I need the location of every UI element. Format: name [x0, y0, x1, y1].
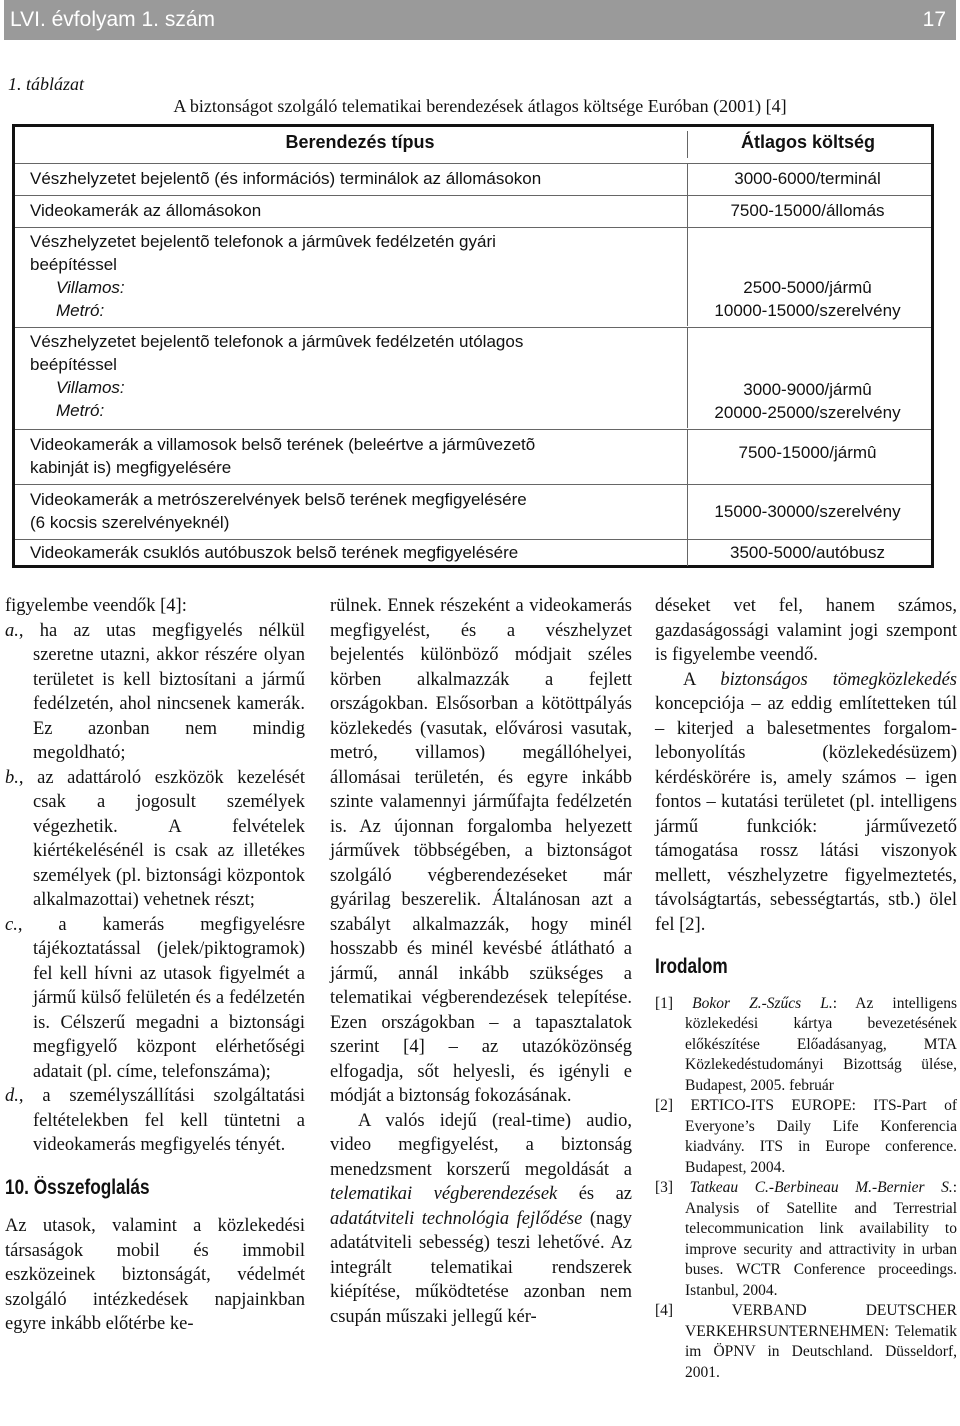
row-cost: 3000-6000/terminál	[687, 164, 927, 195]
desc-line: beépítéssel	[30, 255, 117, 274]
ref-text: ERTICO-ITS EUROPE: ITS-Part of Everyone’s Daily Life Konferencia kiadvány. ITS in Europe conference. Budapest, 2004.	[685, 1097, 957, 1176]
desc-line: Videokamerák a metrószerelvények belsõ terének megfigyelésére	[30, 490, 527, 509]
item-label: d.	[5, 1086, 19, 1106]
reference-item	[655, 1301, 957, 1383]
table-row	[15, 227, 931, 326]
row-desc: Videokamerák csuklós autóbuszok belsõ terének megfigyelésére	[30, 543, 519, 562]
cost-line: 10000-15000/szerelvény	[714, 301, 901, 320]
desc-line: kabinját is) megfigyelésére	[30, 458, 232, 477]
row-cost	[687, 228, 927, 326]
row-cost: 7500-15000/jármû	[687, 430, 927, 484]
text-run: (nagy adatátviteli sebesség) teszi lehetővé. Az integrált telematikai rendszerek kiépítése, működtetése azonban nem csupán műszaki jellegű kér-	[330, 1208, 633, 1327]
journal-issue: LVI. évfolyam 1. szám	[10, 8, 216, 31]
ref-text: VERBAND DEUTSCHER VERKEHRSUNTERNEHMEN: Telematik im ÖPNV in Deutschland. Düsseldorf, 2001.	[685, 1302, 957, 1381]
page-number: 17	[922, 8, 946, 31]
table-row	[15, 163, 931, 195]
desc-line: Vészhelyzetet bejelentõ telefonok a jármûvek fedélzetén gyári	[30, 232, 496, 251]
row-cost: 3500-5000/autóbusz	[687, 540, 927, 566]
references-heading: Irodalom	[655, 955, 728, 978]
ref-number: [3]	[655, 1179, 674, 1196]
ref-number: [4]	[655, 1302, 674, 1319]
table-row	[15, 195, 931, 227]
reference-item	[655, 1096, 957, 1178]
item-label: c.	[5, 914, 18, 935]
cost-line: 20000-25000/szerelvény	[714, 403, 901, 422]
ref-number: [2]	[655, 1097, 674, 1114]
paragraph: rülnek. Ennek részeként a videokamerás megfigyelést, és a vészhelyzet bejelentés különböző módjait széles körben alkalmazzák a fejlett országokban. Elsősorban a kötöttpályás közlekedés (vasutak, elővárosi vasutak, metró, villamos) megállóhelyei, állomásai területén, és egyre inkább szinte valamennyi járműfajta fedélzetén is. Az újonnan forgalomba helyezett járművek többségében, a biztonságot szolgáló végberendezéseket már gyárilag beszerelik. Általánosan azt a szabályt alkalmazzák, hogy minél hosszabb és minél kevésbé átlátható a jármű, annál inkább szükséges a telematikai végberendezések telepítése. Ezen országokban – a tapasztalatok szerint [4] – az utazóközönség elfogadja, sőt helyesli, és igényli e módját a biztonság fokozásának.	[330, 596, 632, 1106]
item-label: b.	[5, 767, 19, 788]
list-intro: figyelembe veendők [4]:	[5, 596, 187, 616]
row-cost: 15000-30000/szerelvény	[687, 485, 927, 539]
table-row	[15, 429, 931, 484]
table-row	[15, 539, 931, 566]
emphasis: adatátviteli technológia fejlődése	[330, 1208, 583, 1229]
reference-item	[655, 1178, 957, 1301]
desc-line: beépítéssel	[30, 355, 117, 374]
page-header	[4, 0, 956, 40]
ref-author: Tatkeau C.-Berbineau M.-Bernier S.	[689, 1179, 953, 1196]
ref-text: : Analysis of Satellite and Terrestrial telecommunication link availability to improve security and attractivity in urban buses. WCTR Conference proceedings. Istanbul, 2004.	[685, 1179, 958, 1299]
section-heading: 10. Összefoglalás	[5, 1175, 150, 1199]
list-item	[5, 766, 305, 913]
sub-label-metro: Metró:	[56, 301, 105, 320]
row-desc	[30, 230, 690, 322]
ref-number: [1]	[655, 994, 674, 1012]
text-column-1	[5, 594, 305, 1337]
text-run: A	[683, 669, 721, 690]
desc-line: Vészhelyzetet bejelentõ telefonok a jármûvek fedélzetén utólagos	[30, 332, 524, 351]
item-text: , a személyszállítási szolgáltatási feltételekben fel kell tüntetni a videokamerás megfigyelés tényét.	[18, 1086, 305, 1155]
table-row	[15, 327, 931, 428]
header-device-type: Berendezés típus	[285, 132, 435, 152]
table-title: A biztonságot szolgáló telematikai berendezések átlagos költsége Euróban (2001) [4]	[173, 96, 787, 116]
sub-label-metro: Metró:	[56, 401, 105, 420]
list-item	[5, 1084, 305, 1158]
paragraph	[330, 1109, 632, 1330]
desc-line: (6 kocsis szerelvényeknél)	[30, 513, 230, 532]
ref-text: : Az intelligens közlekedési kártya bevezetésének előkészítése Előadásanyag, MTA Közlekedéstudományi Bizottság ülése, Budapest, 2005. február	[685, 994, 957, 1094]
ref-author: Bokor Z.-Szűcs L.	[692, 994, 833, 1012]
text-run: koncepciója – az eddig említetteken túl – kiterjed a balesetmentes forgalom-lebonyolítás (közlekedésüzem) kérdéskörére is, amely számos – igen fontos – kutatási területet (pl. intelligens jármű funkciók: járművezető támogatása rossz látási viszonyok mellett, vészhelyzetre figyelmeztetés, távolságtartás, sebességtartás, stb.) ölel fel [2].	[655, 694, 957, 935]
row-desc: Videokamerák az állomásokon	[30, 201, 262, 220]
text-column-2	[330, 594, 632, 1329]
list-item	[5, 619, 305, 766]
sub-label-tram: Villamos:	[56, 278, 125, 297]
row-desc	[30, 433, 690, 479]
row-desc	[30, 330, 690, 422]
header-average-cost: Átlagos költség	[687, 131, 928, 158]
text-column-3	[655, 594, 957, 1383]
cost-line: 2500-5000/jármû	[743, 278, 872, 297]
item-text: , az adattároló eszközök kezelését csak a jogosult személyek végezhetik. A felvételek kiértékelésénél is csak az illetékes személyek (pl. biztonsági központok alkalmazottai) vehetnek részt;	[18, 767, 305, 910]
row-cost: 7500-15000/állomás	[687, 196, 927, 227]
list-item	[5, 913, 305, 1085]
text-run: A valós idejű (real-time) audio, video megfigyelést, a biztonság menedzsment korszerű megoldását a	[330, 1110, 632, 1180]
paragraph: déseket vet fel, hanem számos, gazdaságossági valamint jogi szempont is figyelembe veendő.	[655, 596, 957, 665]
row-desc	[30, 488, 690, 534]
desc-line: Videokamerák a villamosok belsõ terének (beleértve a jármûvezetõ	[30, 435, 536, 454]
item-label: a.	[5, 620, 19, 641]
section-paragraph: Az utasok, valamint a közlekedési társaságok mobil és immobil eszközeinek biztonságát, védelmét szolgáló intézkedések napjainkban egyre inkább előtérbe ke-	[5, 1216, 305, 1334]
cost-table	[12, 124, 934, 568]
item-text: , a kamerás megfigyelésre tájékoztatással (jelek/piktogramok) fel kell hívni az utasok figyelmét a jármű külső felületén és a fedélzetén is. Célszerű megadni a biztonsági megfigyelő központ elérhetőségi adatait (pl. címe, telefonszáma);	[17, 914, 305, 1082]
row-cost	[687, 328, 927, 428]
sub-label-tram: Villamos:	[56, 378, 125, 397]
emphasis: biztonságos tömegközlekedés	[720, 669, 957, 690]
cost-line: 3000-9000/jármû	[743, 380, 872, 399]
item-text: , ha az utas megfigyelés nélkül szeretne utazni, akkor részére olyan területet is kell biztosítani a jármű fedélzetén, ahol nincsenek kamerák. Ez azonban nem mindig megoldható;	[18, 620, 305, 763]
reference-item	[655, 994, 957, 1097]
table-header-row	[15, 131, 931, 158]
paragraph	[655, 668, 957, 938]
table-row	[15, 484, 931, 539]
text-run: és az	[557, 1184, 632, 1204]
emphasis: telematikai végberendezések	[330, 1184, 558, 1204]
row-desc: Vészhelyzetet bejelentõ (és információs) terminálok az állomásokon	[30, 169, 542, 188]
table-caption: 1. táblázat	[8, 74, 85, 94]
